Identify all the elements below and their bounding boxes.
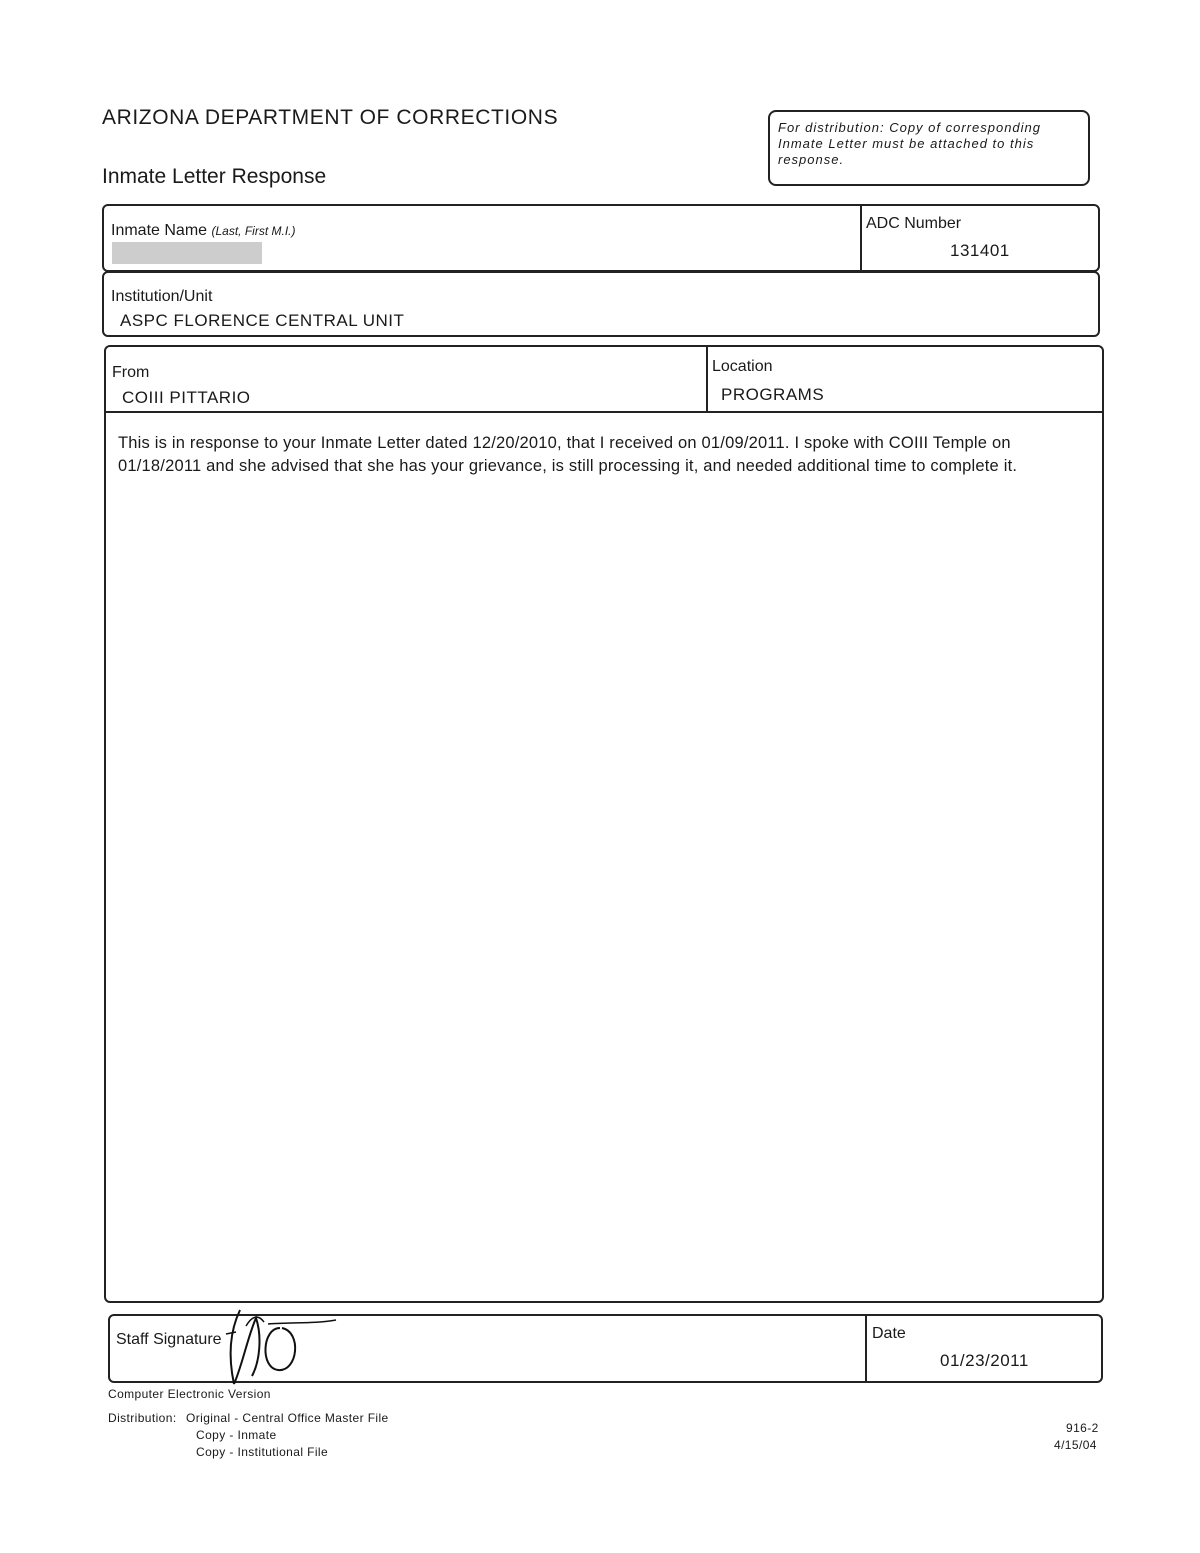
agency-title: ARIZONA DEPARTMENT OF CORRECTIONS xyxy=(102,106,559,129)
date-value: 01/23/2011 xyxy=(940,1351,1029,1370)
staff-signature-label: Staff Signature xyxy=(116,1331,222,1348)
divider xyxy=(865,1316,867,1381)
distribution-label: Distribution: xyxy=(108,1411,177,1425)
inmate-name-label: Inmate Name xyxy=(111,222,208,239)
form-date: 4/15/04 xyxy=(1054,1438,1097,1452)
form-title: Inmate Letter Response xyxy=(102,165,327,188)
inmate-name-label-group xyxy=(111,222,296,240)
distribution-note: For distribution: Copy of corresponding Inmate Letter must be attached to this response. xyxy=(768,110,1090,186)
adc-number-label: ADC Number xyxy=(866,215,962,232)
distribution-item: Copy - Inmate xyxy=(196,1428,277,1442)
inmate-name-hint: (Last, First M.I.) xyxy=(211,224,296,238)
location-value: PROGRAMS xyxy=(721,385,825,404)
distribution-item: Original - Central Office Master File xyxy=(186,1411,389,1425)
from-label: From xyxy=(112,364,150,381)
institution-box xyxy=(102,271,1100,337)
divider xyxy=(706,347,708,413)
divider xyxy=(106,411,1102,413)
divider xyxy=(860,206,862,270)
from-value: COIII PITTARIO xyxy=(122,388,251,407)
institution-label: Institution/Unit xyxy=(111,288,213,305)
distribution-item: Copy - Institutional File xyxy=(196,1445,329,1459)
redacted-name-block xyxy=(112,242,262,264)
handwritten-signature xyxy=(222,1306,342,1388)
electronic-version-note: Computer Electronic Version xyxy=(108,1387,271,1401)
adc-number-value: 131401 xyxy=(950,241,1010,260)
location-label: Location xyxy=(712,358,773,375)
from-location-row xyxy=(106,347,1102,413)
institution-value: ASPC FLORENCE CENTRAL UNIT xyxy=(120,311,405,330)
response-text: This is in response to your Inmate Letter dated 12/20/2010, that I received on 01/09/2011. I spoke with COIII Temple on 01/18/2011 and she advised that she has your grievance, is still processing it, and needed additional time to complete it. xyxy=(118,434,1018,475)
date-label: Date xyxy=(872,1325,906,1342)
form-number: 916-2 xyxy=(1066,1421,1099,1435)
response-box xyxy=(104,345,1104,1303)
